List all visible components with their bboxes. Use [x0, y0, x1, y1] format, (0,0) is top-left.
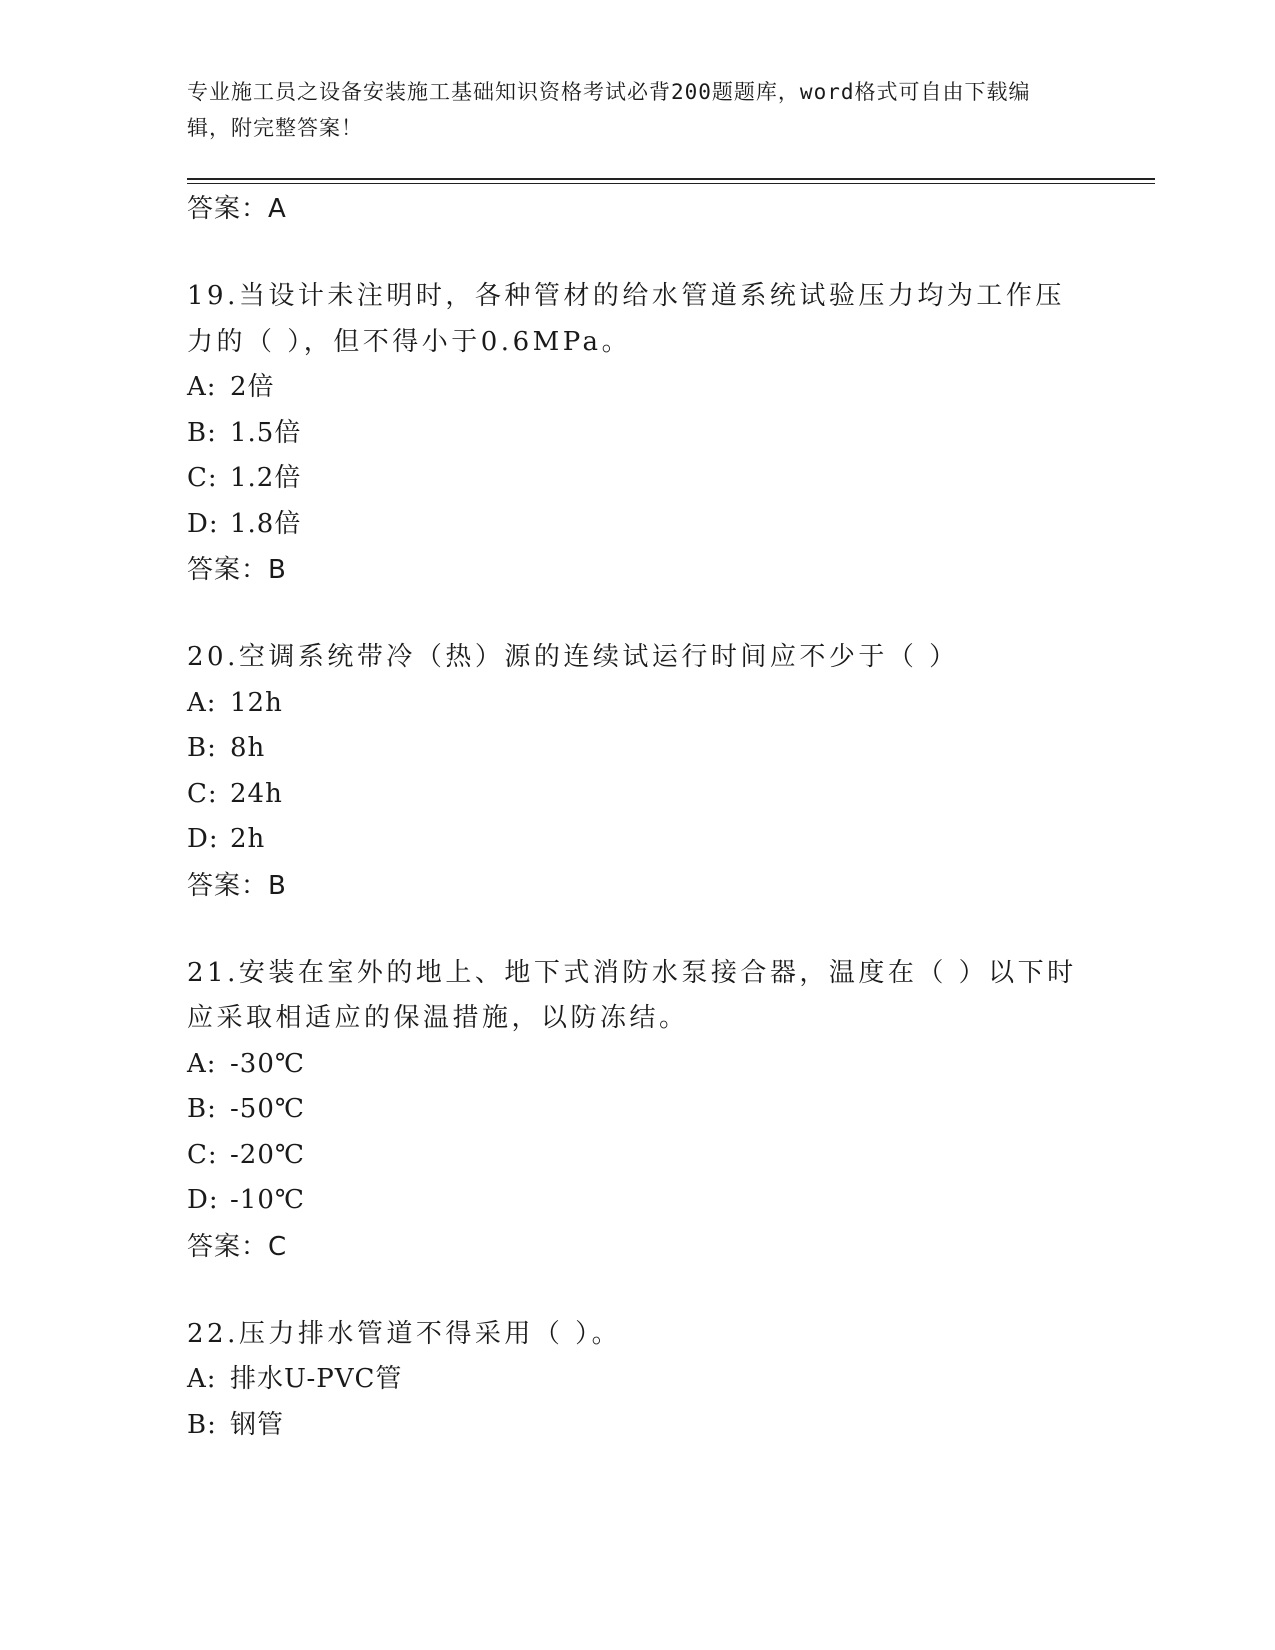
question-stem: 21.安装在室外的地上、地下式消防水泵接合器，温度在（ ）以下时应采取相适应的保温措施，以防冻结。: [187, 957, 1077, 1033]
option-letter: B:: [187, 733, 217, 763]
answer-option: [187, 1357, 1087, 1403]
option-text: -20℃: [230, 1139, 305, 1170]
option-letter: A:: [187, 687, 217, 718]
header-divider-thin: [187, 183, 1155, 184]
answer-option: [187, 1403, 1087, 1449]
option-text: 8h: [230, 733, 266, 763]
answer-line: 答案：B: [187, 870, 287, 901]
question-block: [187, 951, 1087, 1270]
answer-option: [187, 772, 1087, 818]
answer-option: [187, 411, 1087, 457]
option-text: 12h: [230, 687, 283, 718]
header-divider-thick: [187, 178, 1155, 180]
option-letter: C:: [187, 778, 218, 809]
question-list: [187, 186, 1087, 1448]
answer-option: [187, 502, 1087, 548]
question-block: [187, 1312, 1087, 1449]
option-letter: C:: [187, 1139, 218, 1170]
option-letter: B:: [187, 417, 217, 448]
question-stem: 20.空调系统带冷（热）源的连续试运行时间应不少于（ ）: [187, 642, 959, 672]
option-text: 2h: [230, 824, 266, 854]
answer-line: 答案：B: [187, 555, 287, 585]
question-stem: 22.压力排水管道不得采用（ ）。: [187, 1318, 622, 1349]
answer-option: [187, 1178, 1087, 1224]
option-text: 2倍: [230, 372, 275, 402]
answer-option: [187, 681, 1087, 727]
answer-option: [187, 1133, 1087, 1179]
answer-option: [187, 365, 1087, 411]
option-text: 1.5倍: [230, 417, 302, 448]
option-letter: D:: [187, 508, 219, 539]
option-text: -50℃: [230, 1094, 305, 1124]
answer-line: 答案：C: [187, 1231, 288, 1262]
option-text: -10℃: [230, 1185, 305, 1215]
answer-line: 答案：A: [187, 194, 287, 224]
option-text: 1.8倍: [230, 508, 302, 539]
answer-option: [187, 1087, 1087, 1133]
option-letter: A:: [187, 1364, 217, 1394]
answer-option: [187, 726, 1087, 772]
question-stem: 19.当设计未注明时，各种管材的给水管道系统试验压力均为工作压力的（ ），但不得小于0.6MPa。: [187, 281, 1065, 357]
answer-option: [187, 817, 1087, 863]
option-text: 1.2倍: [230, 463, 302, 493]
option-letter: D:: [187, 824, 219, 854]
option-text: 排水U-PVC管: [230, 1364, 403, 1394]
question-block: [187, 635, 1087, 909]
option-letter: B:: [187, 1094, 217, 1124]
document-header: 专业施工员之设备安装施工基础知识资格考试必背200题题库，word格式可自由下载编辑，附完整答案！: [187, 80, 1031, 140]
option-letter: A:: [187, 1048, 217, 1079]
option-text: -30℃: [230, 1048, 305, 1079]
option-letter: B:: [187, 1409, 217, 1440]
answer-option: [187, 1042, 1087, 1088]
answer-option: [187, 456, 1087, 502]
question-block: [187, 274, 1087, 593]
option-letter: D:: [187, 1185, 219, 1215]
option-letter: A:: [187, 372, 217, 402]
option-text: 钢管: [230, 1409, 285, 1440]
option-letter: C:: [187, 463, 218, 493]
option-text: 24h: [230, 778, 283, 809]
